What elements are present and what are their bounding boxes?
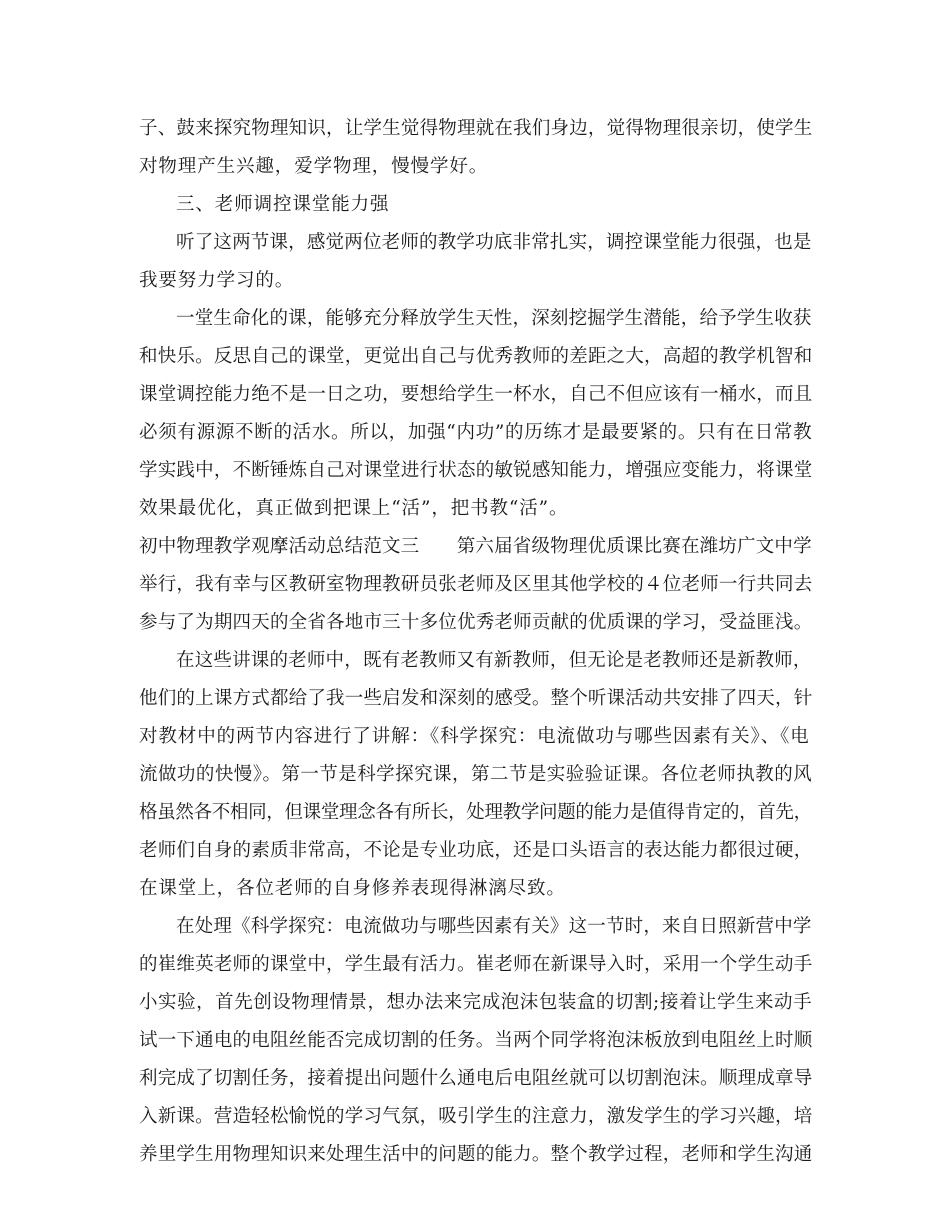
text-line: 在这些讲课的老师中，既有老教师又有新教师，但无论是老教师还是新教师，	[176, 650, 812, 671]
text-line: 听了这两节课，感觉两位老师的教学功底非常扎实，调控课堂能力很强，也是	[176, 232, 812, 253]
text-line: 小实验，首先创设物理情景，想办法来完成泡沫包装盒的切割;接着让学生来动手	[139, 992, 813, 1013]
text-line: 入新课。营造轻松愉悦的学习气氛，吸引学生的注意力，激发学生的学习兴趣，培	[139, 1106, 813, 1127]
text-line: 利完成了切割任务，接着提出问题什么通电后电阻丝就可以切割泡沫。顺理成章导	[139, 1068, 813, 1089]
text-line: 和快乐。反思自己的课堂，更觉出自己与优秀教师的差距之大，高超的教学机智和	[139, 346, 813, 367]
text-line: 举行，我有幸与区教研室物理教研员张老师及区里其他学校的４位老师一行共同去	[139, 574, 813, 595]
text-line: 子、鼓来探究物理知识，让学生觉得物理就在我们身边，觉得物理很亲切，使学生	[139, 118, 813, 139]
section-heading: 三、老师调控课堂能力强	[176, 194, 390, 215]
text-line: 必须有源源不断的活水。所以，加强“内功”的历练才是最要紧的。只有在日常教	[139, 422, 813, 443]
text-line: 学实践中，不断锤炼自己对课堂进行状态的敏锐感知能力，增强应变能力，将课堂	[139, 460, 813, 481]
text-line: 一堂生命化的课，能够充分释放学生天性，深刻挖掘学生潜能，给予学生收获	[176, 308, 812, 329]
text-line: 流做功的快慢》。第一节是科学探究课，第二节是实验验证课。各位老师执教的风	[139, 764, 813, 785]
text-line: 参与了为期四天的全省各地市三十多位优秀老师贡献的优质课的学习，受益匪浅。	[139, 612, 813, 633]
text-line: 他们的上课方式都给了我一些启发和深刻的感受。整个听课活动共安排了四天，针	[139, 688, 813, 709]
article-title-line: 初中物理教学观摩活动总结范文三 第六届省级物理优质课比赛在潍坊广文中学	[139, 536, 812, 557]
text-line: 对教材中的两节内容进行了讲解：《科学探究：电流做功与哪些因素有关》、《电	[139, 726, 810, 747]
text-line: 对物理产生兴趣，爱学物理，慢慢学好。	[139, 156, 489, 177]
text-line: 我要努力学习的。	[139, 270, 295, 291]
text-line: 在课堂上，各位老师的自身修养表现得淋漓尽致。	[139, 878, 566, 899]
text-line: 的崔维英老师的课堂中，学生最有活力。崔老师在新课导入时，采用一个学生动手	[139, 954, 813, 975]
text-line: 格虽然各不相同，但课堂理念各有所长，处理教学问题的能力是值得肯定的，首先，	[139, 802, 812, 823]
text-line: 效果最优化，真正做到把课上“活”，把书教“活”。	[139, 498, 569, 519]
text-line: 养里学生用物理知识来处理生活中的问题的能力。整个教学过程，老师和学生沟通	[139, 1144, 813, 1165]
text-line: 课堂调控能力绝不是一日之功，要想给学生一杯水，自己不但应该有一桶水，而且	[139, 384, 813, 405]
text-line: 在处理《科学探究：电流做功与哪些因素有关》这一节时，来自日照新营中学	[176, 916, 812, 937]
text-line: 试一下通电的电阻丝能否完成切割的任务。当两个同学将泡沫板放到电阻丝上时顺	[139, 1030, 813, 1051]
text-line: 老师们自身的素质非常高，不论是专业功底，还是口头语言的表达能力都很过硬，	[139, 840, 813, 861]
